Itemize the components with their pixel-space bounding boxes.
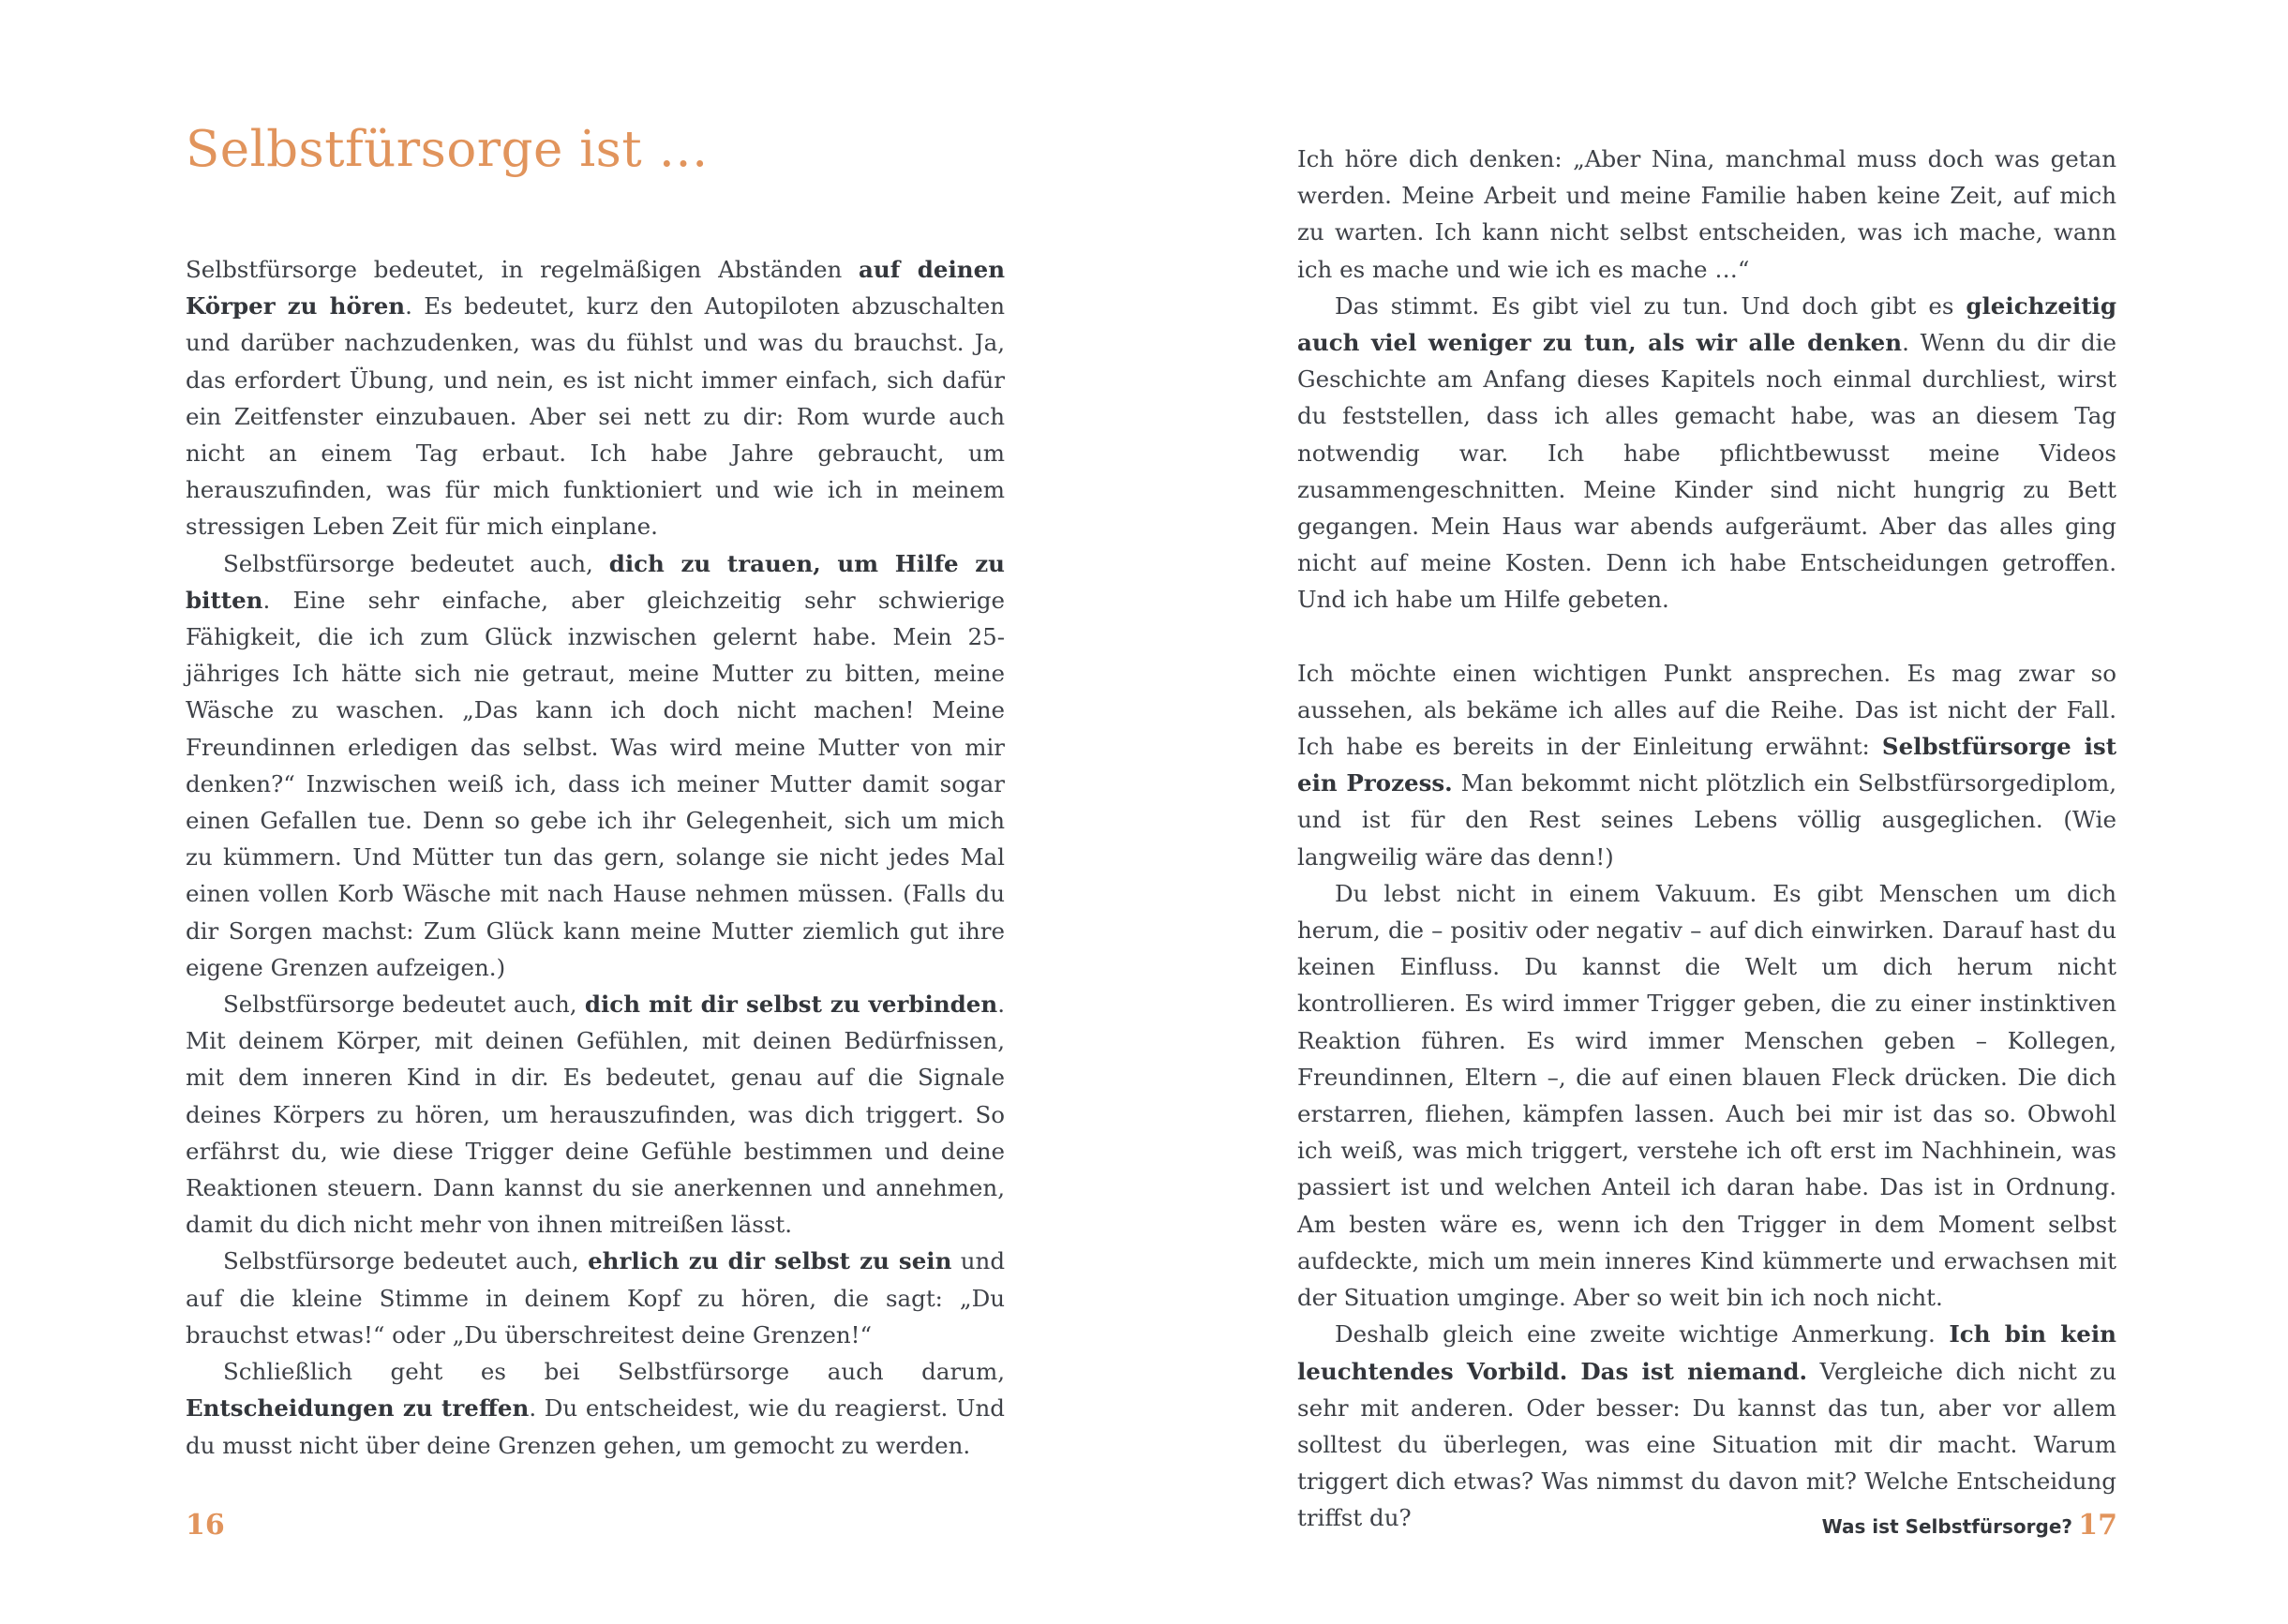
right-body-text bbox=[1297, 141, 2116, 1537]
left-body-text bbox=[186, 251, 1005, 1464]
emphasis-text: Entscheidungen zu treffen bbox=[186, 1394, 530, 1423]
paragraph bbox=[1297, 655, 2116, 875]
text-run: . Es bedeutet, kurz den Autopiloten abzuschalten und darüber nachzudenken, was du fühlst und was du brauchst. Ja, das erfordert Übung, und nein, es ist nicht immer einfach, sich dafür ein Zeitfenster einzubauen. Aber sei nett zu dir: Rom wurde auch nicht an einem Tag erbaut. Ich habe Jahre gebraucht, um herauszufinden, was für mich funktioniert und wie ich in meinem stressigen Leben Zeit für mich einplane. bbox=[186, 292, 1005, 541]
text-run: Ich möchte einen wichtigen Punkt ansprechen. Es mag zwar so aussehen, als bekäme ich alles auf die Reihe. Das ist nicht der Fall. Ich habe es bereits in der Einleitung erwähnt: bbox=[1297, 659, 2116, 761]
running-head: Was ist Selbstfürsorge? bbox=[1821, 1515, 2072, 1538]
text-run: Vergleiche dich nicht zu sehr mit anderen. Oder besser: Du kannst das tun, aber vor allem solltest du überlegen, was eine Situation mit dir macht. Warum triggert dich etwas? Was nimmst du davon mit? Welche Entscheidung triffst du? bbox=[1297, 1357, 2116, 1532]
paragraph bbox=[186, 1353, 1005, 1464]
paragraph bbox=[186, 251, 1005, 545]
text-run: Selbstfürsorge bedeutet, in regelmäßigen Abständen bbox=[186, 256, 860, 283]
emphasis-text: dich zu trauen, um Hilfe zu bitten bbox=[186, 549, 1005, 614]
emphasis-text: dich mit dir selbst zu verbinden bbox=[584, 991, 998, 1019]
paragraph bbox=[186, 545, 1005, 986]
emphasis-text: Selbstfürsorge ist ein Prozess. bbox=[1297, 733, 2117, 797]
paragraph bbox=[186, 1243, 1005, 1353]
text-run: Man bekommt nicht plötzlich ein Selbstfürsorgediplom, und ist für den Rest seines Lebens völlig ausgeglichen. (Wie langweilig wäre das denn!) bbox=[1297, 769, 2116, 871]
emphasis-text: ehrlich zu dir selbst zu sein bbox=[588, 1247, 952, 1275]
text-run: Schließlich geht es bei Selbstfürsorge auch darum, bbox=[223, 1358, 1005, 1386]
text-run: Du lebst nicht in einem Vakuum. Es gibt Menschen um dich herum, die – positiv oder negativ – auf dich einwirken. Darauf hast du keinen Einfluss. Du kannst die Welt um dich herum nicht kontrollieren. Es wird immer Trigger geben, die zu einer instinktiven Reaktion führen. Es wird immer Menschen geben – Kollegen, Freundinnen, Eltern –, die auf einen blauen Fleck drücken. Die dich erstarren, fliehen, kämpfen lassen. Auch bei mir ist das so. Obwohl ich weiß, was mich triggert, verstehe ich oft erst im Nachhinein, was passiert ist und welchen Anteil ich daran habe. Das ist in Ordnung. Am besten wäre es, wenn ich den Trigger in dem Moment selbst aufdeckte, mich um mein inneres Kind kümmerte und erwachsen mit der Situation umginge. Aber so weit bin ich noch nicht. bbox=[1297, 879, 2116, 1312]
paragraph bbox=[1297, 1316, 2116, 1536]
paragraph bbox=[1297, 288, 2116, 618]
right-page bbox=[1144, 0, 2288, 1624]
text-run: Selbstfürsorge bedeutet auch, bbox=[223, 1247, 589, 1275]
text-run: . Mit deinem Körper, mit deinen Gefühlen, mit deinen Bedürfnissen, mit dem inneren Kind in dir. Es bedeutet, genau auf die Signale deines Körpers zu hören, um herauszufinden, was dich triggert. So erfährst du, wie diese Trigger deine Gefühle bestimmen und deine Reaktionen steuern. Dann kannst du sie anerkennen und annehmen, damit du dich nicht mehr von ihnen mitreißen lässt. bbox=[186, 991, 1005, 1239]
emphasis-text: Ich bin kein leuchtendes Vorbild. Das ist niemand. bbox=[1297, 1320, 2116, 1385]
text-run: . Du entscheidest, wie du reagierst. Und du musst nicht über deine Grenzen gehen, um gemocht zu werden. bbox=[186, 1394, 1005, 1459]
page-number-right: 17 bbox=[2078, 1509, 2117, 1542]
paragraph bbox=[1297, 875, 2116, 1316]
text-run: Das stimmt. Es gibt viel zu tun. Und doch gibt es bbox=[1335, 291, 1966, 320]
page-number-left: 16 bbox=[186, 1509, 225, 1542]
paragraph bbox=[1297, 141, 2116, 288]
text-run: Ich höre dich denken: „Aber Nina, manchmal muss doch was getan werden. Meine Arbeit und meine Familie haben keine Zeit, auf mich zu warten. Ich kann nicht selbst entscheiden, was ich mache, wann ich es mache und wie ich es mache …“ bbox=[1297, 145, 2116, 283]
text-run: und auf die kleine Stimme in deinem Kopf zu hören, die sagt: „Du brauchst etwas!“ oder „Du überschreitest deine Grenzen!“ bbox=[186, 1247, 1005, 1348]
emphasis-text: auf deinen Körper zu hören bbox=[186, 256, 1006, 320]
text-run: Selbstfürsorge bedeutet auch, bbox=[223, 549, 609, 577]
emphasis-text: gleichzeitig auch viel weniger zu tun, als wir alle denken bbox=[1297, 291, 2116, 357]
text-run: . Eine sehr einfache, aber gleichzeitig sehr schwierige Fähigkeit, die ich zum Glück inzwischen gelernt habe. Mein 25-jähriges Ich hätte sich nie getraut, meine Mutter zu bitten, meine Wäsche zu waschen. „Das kann ich doch nicht machen! Meine Freundinnen erledigen das selbst. Was wird meine Mutter von mir denken?“ Inzwischen weiß ich, dass ich meiner Mutter damit sogar einen Gefallen tue. Denn so gebe ich ihr Gelegenheit, sich um mich zu kümmern. Und Mütter tun das gern, solange sie nicht jedes Mal einen vollen Korb Wäsche mit nach Hause nehmen müssen. (Falls du dir Sorgen machst: Zum Glück kann meine Mutter ziemlich gut ihre eigene Grenzen aufzeigen.) bbox=[186, 586, 1005, 981]
text-run: . Wenn du dir die Geschichte am Anfang dieses Kapitels noch einmal durchliest, wirst du feststellen, dass ich alles gemacht habe, was an diesem Tag notwendig war. Ich habe pflichtbewusst meine Videos zusammengeschnitten. Meine Kinder sind nicht hungrig zu Bett gegangen. Mein Haus war abends aufgeräumt. Aber das alles ging nicht auf meine Kosten. Denn ich habe Entscheidungen getroffen. Und ich habe um Hilfe gebeten. bbox=[1297, 329, 2116, 614]
text-run: Selbstfürsorge bedeutet auch, bbox=[223, 991, 585, 1019]
text-run: Deshalb gleich eine zweite wichtige Anmerkung. bbox=[1335, 1320, 1950, 1348]
paragraph bbox=[186, 986, 1005, 1243]
chapter-title: Selbstfürsorge ist … bbox=[186, 121, 710, 178]
